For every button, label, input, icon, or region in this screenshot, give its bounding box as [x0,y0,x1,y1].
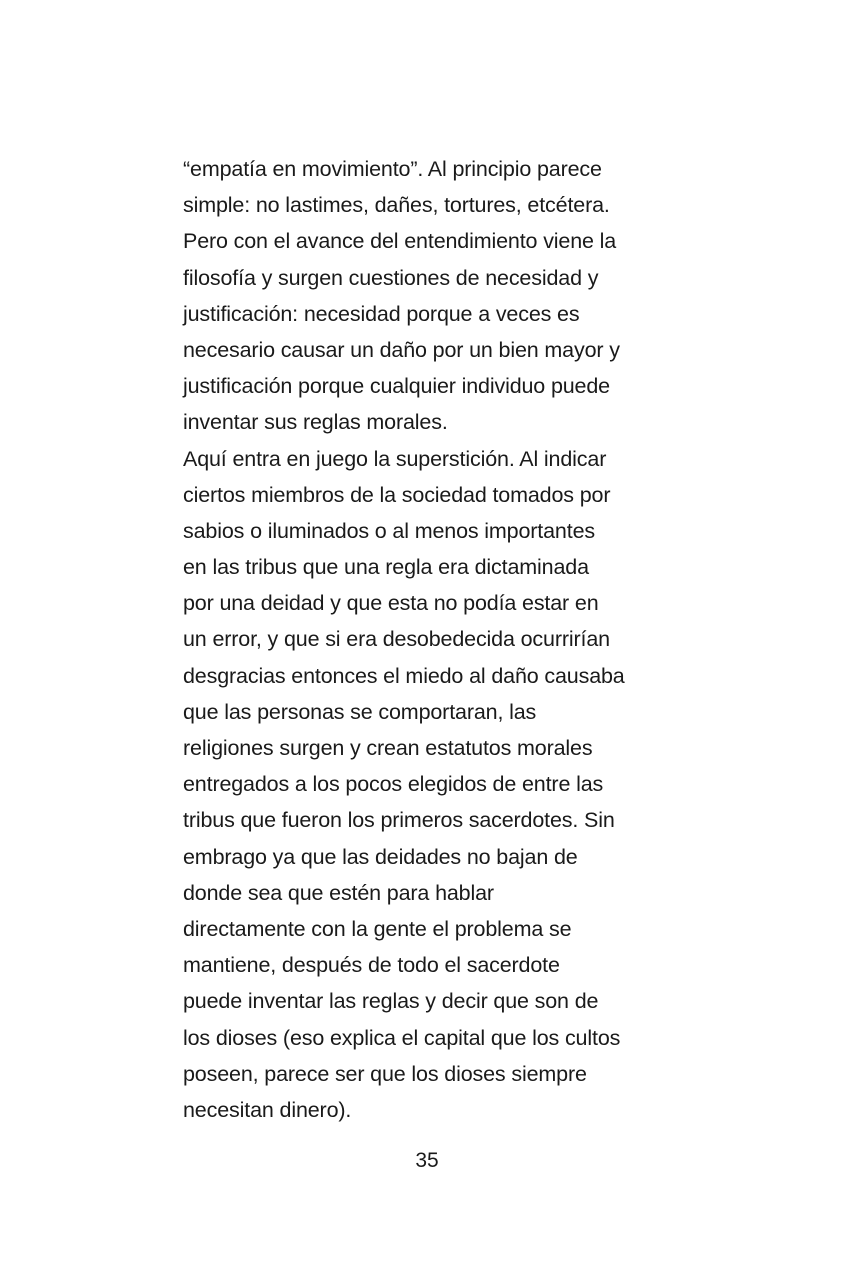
text-line: entregados a los pocos elegidos de entre las [183,772,604,797]
body-text [183,151,683,1128]
text-line: un error, y que si era desobedecida ocurrirían [183,627,610,652]
text-line: sabios o iluminados o al menos importantes [183,518,595,543]
text-line: por una deidad y que esta no podía estar en [183,591,599,616]
text-line: necesario causar un daño por un bien mayor y [183,337,620,362]
text-line: puede inventar las reglas y decir que son de [183,989,599,1014]
text-line: poseen, parece ser que los dioses siempre [183,1061,587,1086]
text-line: donde sea que estén para hablar [183,880,494,905]
text-line: que las personas se comportaran, las [183,699,537,724]
text-line: justificación: necesidad porque a veces es [183,301,580,326]
text-line: filosofía y surgen cuestiones de necesidad y [183,265,599,290]
text-line: Pero con el avance del entendimiento viene la [183,229,617,254]
text-line: inventar sus reglas morales. [183,410,448,435]
text-line: ciertos miembros de la sociedad tomados por [183,482,611,507]
text-line: “empatía en movimiento”. Al principio parece [183,157,602,181]
text-line: necesitan dinero). [183,1097,352,1122]
text-line: desgracias entonces el miedo al daño causaba [183,663,625,688]
text-line: Aquí entra en juego la superstición. Al indicar [183,446,607,471]
text-line: simple: no lastimes, dañes, tortures, etcétera. [183,193,610,218]
text-line: tribus que fueron los primeros sacerdotes. Sin [183,808,615,833]
text-line: en las tribus que una regla era dictaminada [183,555,589,580]
text-line: justificación porque cualquier individuo puede [183,374,610,399]
text-line: mantiene, después de todo el sacerdote [183,953,560,978]
text-line: religiones surgen y crean estatutos morales [183,736,593,760]
text-line: directamente con la gente el problema se [183,916,572,941]
page-number: 35 [415,1149,439,1172]
text-line: embrago ya que las deidades no bajan de [183,844,578,869]
text-line: los dioses (eso explica el capital que los cultos [183,1025,621,1050]
